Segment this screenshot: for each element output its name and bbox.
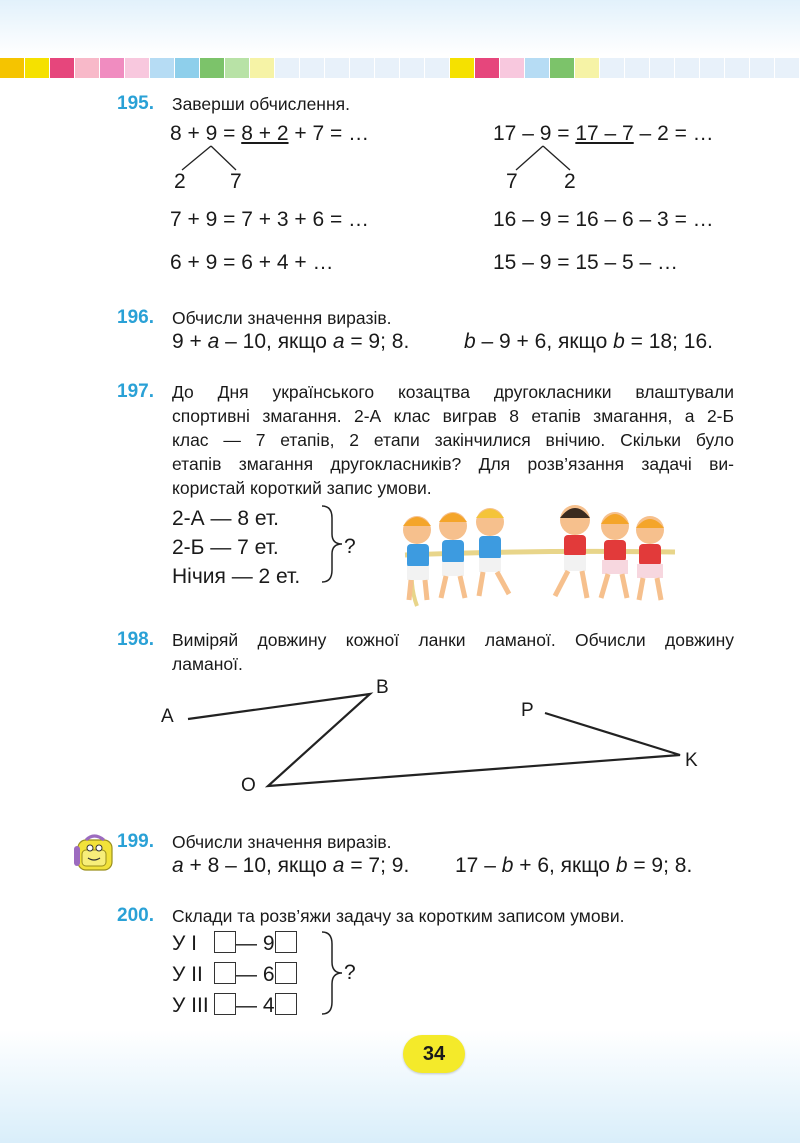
strip-segment (125, 58, 150, 78)
point-label-a: A (161, 706, 174, 727)
child-figure (439, 512, 467, 598)
record-row: Нічия — 2 ет. (172, 565, 301, 588)
strip-segment (350, 58, 375, 78)
polyline-figure (0, 670, 800, 810)
record-row: 2-А — 8 ет. (172, 507, 279, 530)
task-195-left-split-b: 7 (230, 170, 242, 193)
record-row: У III — 4 (172, 990, 297, 1021)
strip-segment (425, 58, 450, 78)
task-197-line-5: користай короткий запис умови. (172, 478, 432, 498)
task-196-number: 196. (117, 307, 154, 328)
task-197-text (172, 380, 734, 500)
task-199-expression-2: 17 – b + 6, якщо b = 9; 8. (455, 854, 693, 877)
task-196-expression-2: b – 9 + 6, якщо b = 18; 16. (464, 330, 713, 353)
point-label-o: O (241, 775, 256, 796)
task-200-number: 200. (117, 905, 154, 926)
strip-segment (575, 58, 600, 78)
strip-segment (550, 58, 575, 78)
answer-box[interactable] (275, 962, 297, 984)
strip-segment (500, 58, 525, 78)
task-200-text: Склади та розв’яжи задачу за коротким записом умови. (172, 906, 625, 926)
strip-segment (400, 58, 425, 78)
task-197-question: ? (344, 535, 356, 558)
answer-box[interactable] (214, 993, 236, 1015)
strip-segment (0, 58, 25, 78)
strip-segment (475, 58, 500, 78)
strip-segment (775, 58, 800, 78)
task-198-text (172, 628, 734, 676)
task-195-left-line-2: 7 + 9 = 7 + 3 + 6 = … (170, 208, 370, 231)
strip-segment (275, 58, 300, 78)
record-row: У II — 6 (172, 959, 297, 990)
task-196-text: Обчисли значення виразів. (172, 308, 392, 328)
strip-segment (600, 58, 625, 78)
task-195-right-split-b: 2 (564, 170, 576, 193)
task-195-left-split-a: 2 (174, 170, 186, 193)
task-195-text: Заверши обчислення. (172, 94, 350, 114)
strip-segment (675, 58, 700, 78)
strip-segment (525, 58, 550, 78)
strip-segment (700, 58, 725, 78)
strip-segment (375, 58, 400, 78)
child-figure (636, 516, 664, 600)
task-199-expression-1: a + 8 – 10, якщо a = 7; 9. (172, 854, 410, 877)
point-label-k: K (685, 750, 698, 771)
strip-segment (175, 58, 200, 78)
point-label-b: B (376, 677, 389, 698)
strip-segment (725, 58, 750, 78)
task-197-number: 197. (117, 381, 154, 402)
tug-of-war-illustration (395, 500, 680, 612)
strip-segment (150, 58, 175, 78)
strip-segment (225, 58, 250, 78)
child-figure (403, 516, 431, 600)
task-195-left-line-3: 6 + 9 = 6 + 4 + … (170, 251, 334, 274)
backpack-icon (72, 832, 120, 874)
task-198-line-2: ламаної. (172, 654, 243, 674)
strip-segment (75, 58, 100, 78)
task-195-left-line-1: 8 + 9 = 8 + 2 + 7 = … (170, 122, 370, 145)
strip-segment (25, 58, 50, 78)
child-figure (601, 512, 629, 598)
strip-segment (450, 58, 475, 78)
task-195-number: 195. (117, 93, 154, 114)
task-196-expression-1: 9 + a – 10, якщо a = 9; 8. (172, 330, 410, 353)
strip-segment (100, 58, 125, 78)
task-197-line-2: спортивні змагання. 2-А клас виграв 8 етапів змагання, а 2-Б (172, 406, 734, 426)
task-199-number: 199. (117, 831, 154, 852)
task-197-short-record (172, 504, 300, 591)
task-197-line-4: етапів змагання другокласників? Для розв’язання задачі ви- (172, 454, 734, 474)
polyline-segments (188, 694, 680, 786)
strip-segment (650, 58, 675, 78)
page-number: 34 (403, 1035, 465, 1073)
task-195-right-line-3: 15 – 9 = 15 – 5 – … (493, 251, 679, 274)
task-197-line-1: До Дня українського козацтва другокласники влаштували (172, 382, 734, 402)
answer-box[interactable] (275, 993, 297, 1015)
record-row: У I — 9 (172, 928, 297, 959)
answer-box[interactable] (214, 931, 236, 953)
strip-segment (300, 58, 325, 78)
strip-segment (50, 58, 75, 78)
task-198-number: 198. (117, 629, 154, 650)
strip-segment (200, 58, 225, 78)
task-199-text: Обчисли значення виразів. (172, 832, 392, 852)
strip-segment (750, 58, 775, 78)
strip-segment (325, 58, 350, 78)
task-195-right-line-2: 16 – 9 = 16 – 6 – 3 = … (493, 208, 714, 231)
task-197-line-3: клас — 7 етапів, 2 етапи закінчилися внічию. Скільки було (172, 430, 734, 450)
header-color-strip (0, 58, 800, 78)
task-200-question: ? (344, 961, 356, 984)
point-label-p: P (521, 700, 534, 721)
answer-box[interactable] (275, 931, 297, 953)
task-198-line-1: Виміряй довжину кожної ланки ламаної. Обчисли довжину (172, 630, 734, 650)
strip-segment (625, 58, 650, 78)
strip-segment (250, 58, 275, 78)
answer-box[interactable] (214, 962, 236, 984)
task-200-short-record (172, 928, 297, 1021)
task-195-right-split-a: 7 (506, 170, 518, 193)
task-195-right-line-1: 17 – 9 = 17 – 7 – 2 = … (493, 122, 714, 145)
record-row: 2-Б — 7 ет. (172, 536, 279, 559)
